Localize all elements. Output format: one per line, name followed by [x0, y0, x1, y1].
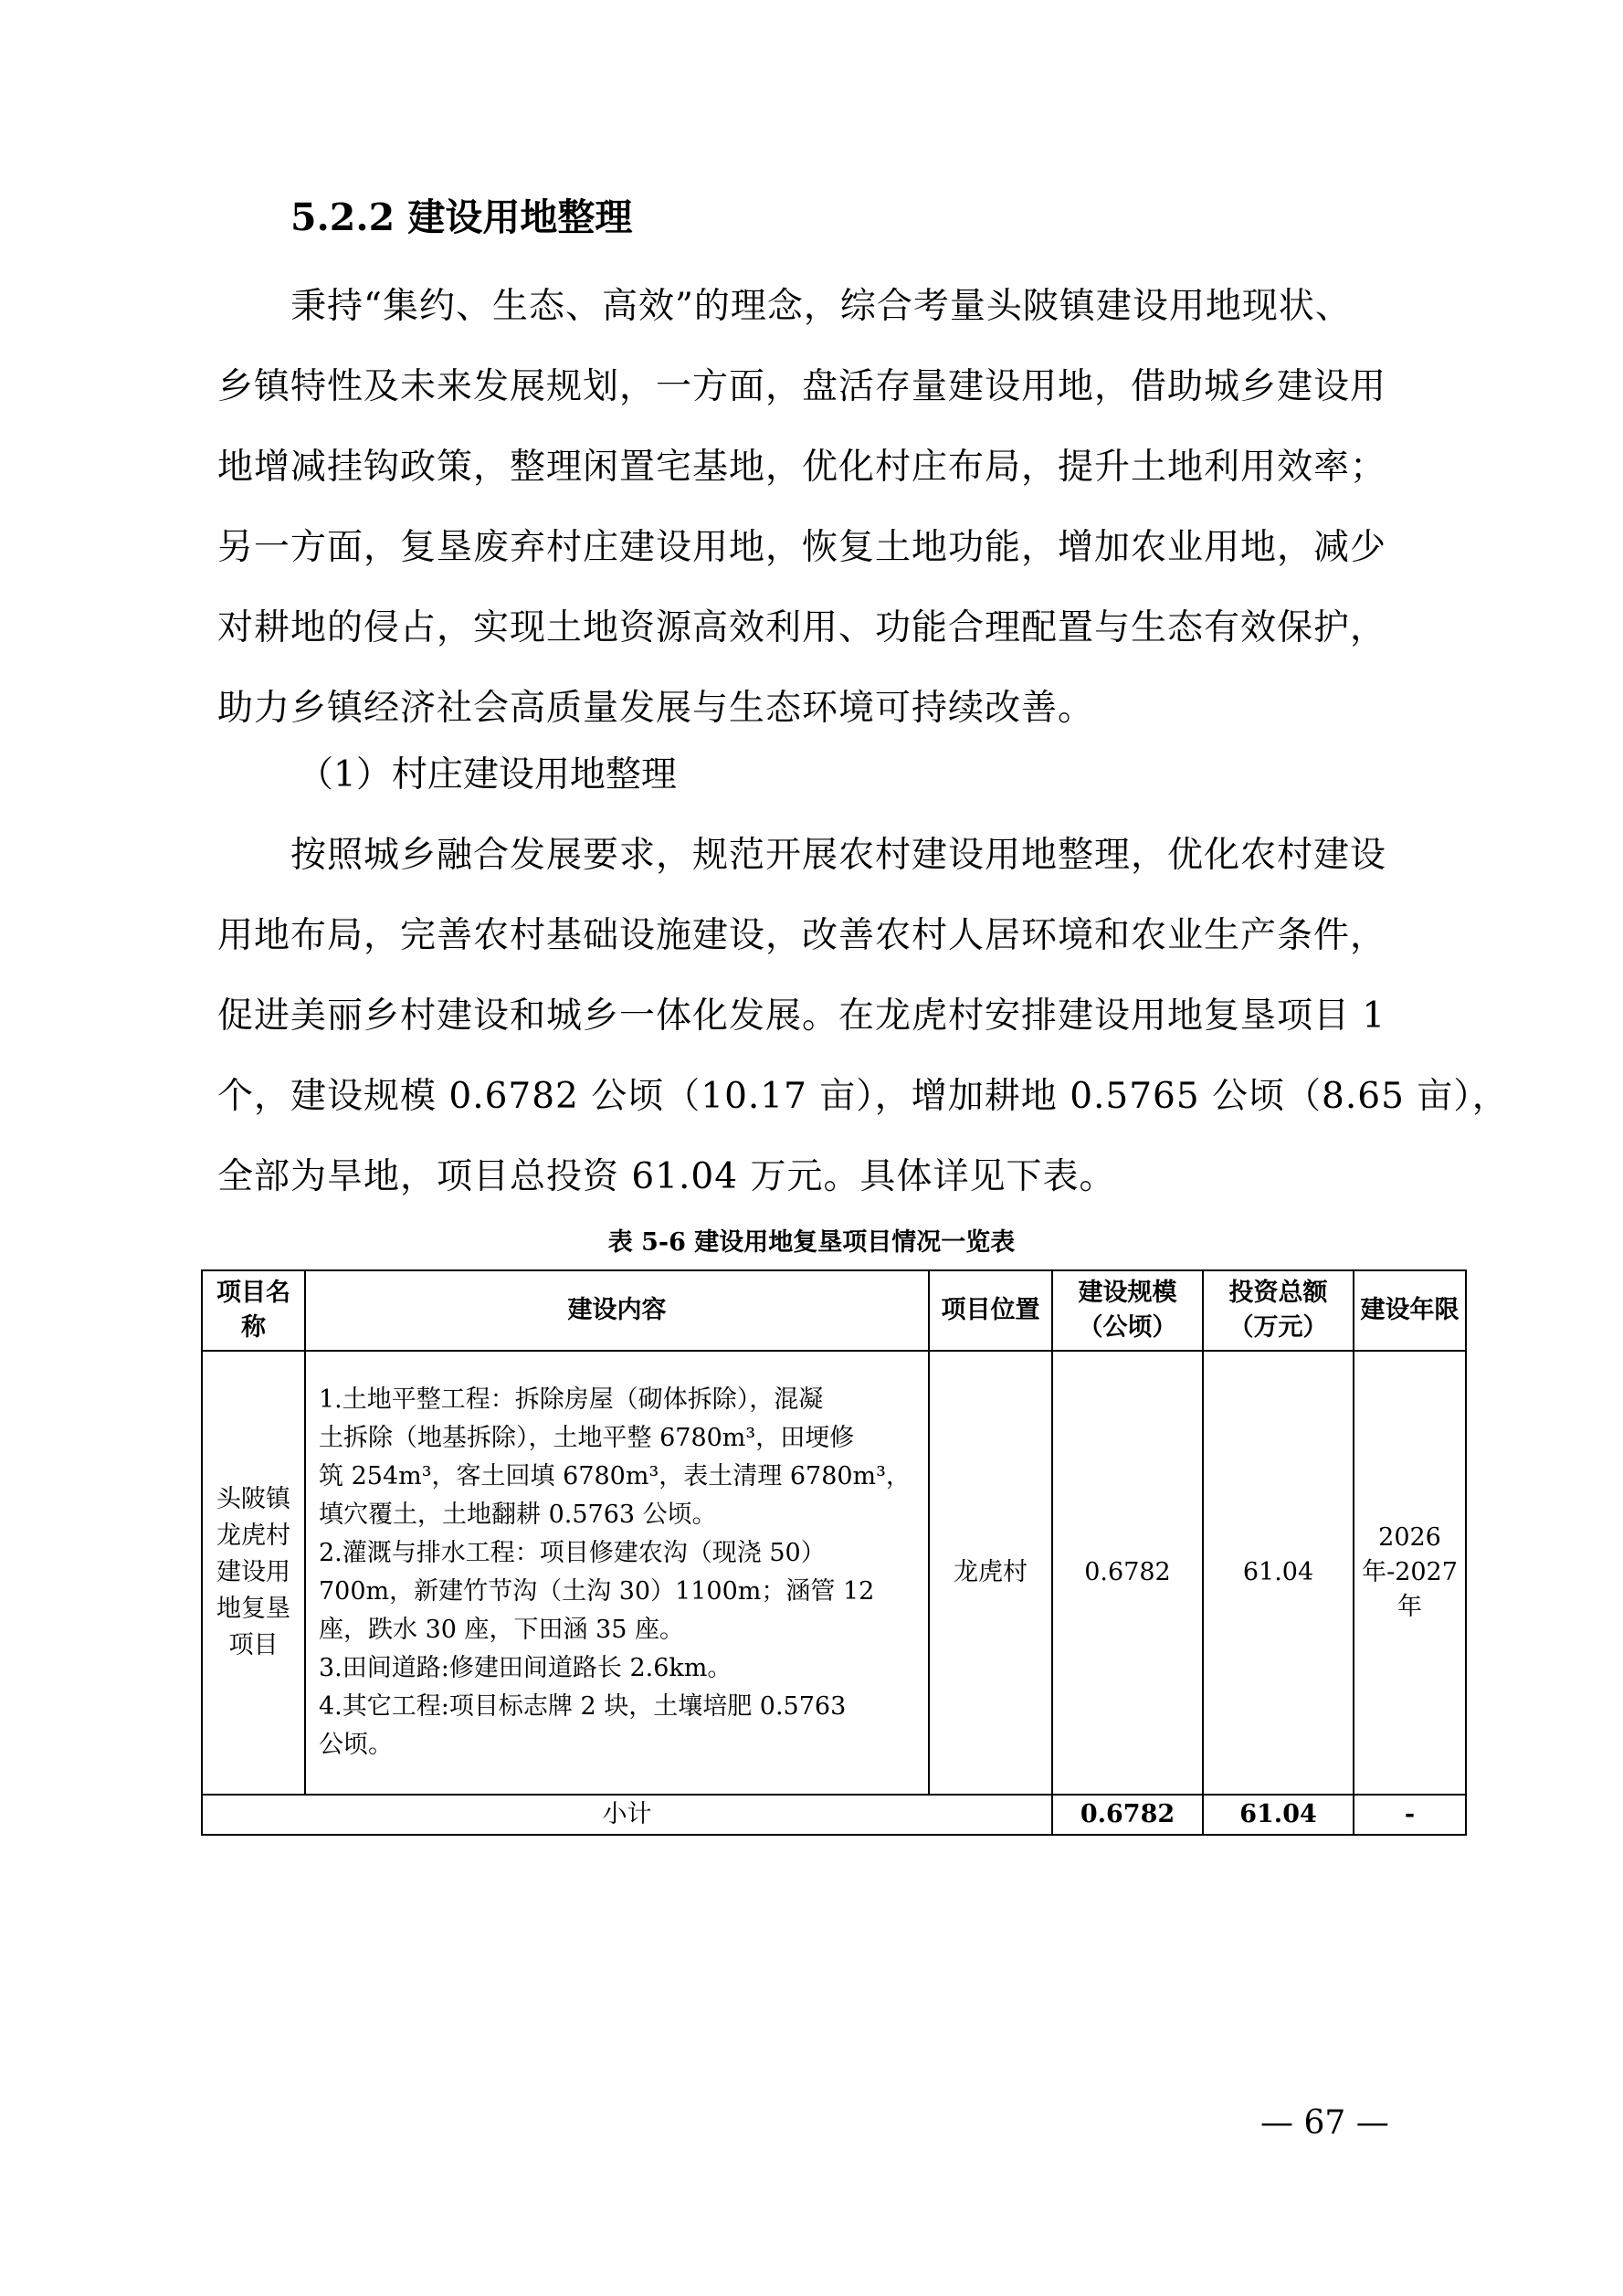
content-line: 座，跌水 30 座，下田涵 35 座。 — [319, 1616, 685, 1644]
cell-location: 龙虎村 — [929, 1351, 1052, 1795]
cell-period: 2026年-2027年 — [1354, 1351, 1466, 1795]
content-line: 土拆除（地基拆除），土地平整 6780m³，田埂修 — [319, 1424, 855, 1452]
paragraph-land-consolidation — [217, 267, 1414, 749]
paragraph-line: 对耕地的侵占，实现土地资源高效利用、功能合理配置与生态有效保护， — [217, 607, 1387, 648]
paragraph-line: 个，建设规模 0.6782 公顷（10.17 亩），增加耕地 0.5765 公顷（8.65 亩）， — [217, 1076, 1509, 1117]
subtotal-period: - — [1354, 1795, 1466, 1835]
content-line: 1.土地平整工程：拆除房屋（砌体拆除），混凝 — [319, 1385, 824, 1414]
paragraph-line: 秉持“集约、生态、高效”的理念，综合考量头陂镇建设用地现状、 — [290, 286, 1352, 327]
content-line: 填穴覆土，土地翻耕 0.5763 公顷。 — [319, 1501, 717, 1529]
paragraph-line: 另一方面，复垦废弃村庄建设用地，恢复土地功能，增加农业用地，减少 — [217, 527, 1387, 568]
subtotal-label: 小计 — [202, 1795, 1052, 1835]
paragraph-line: 促进美丽乡村建设和城乡一体化发展。在龙虎村安排建设用地复垦项目 1 — [217, 995, 1386, 1037]
subsection-heading: （1）村庄建设用地整理 — [298, 754, 677, 795]
cell-content — [305, 1351, 929, 1795]
paragraph-line: 按照城乡融合发展要求，规范开展农村建设用地整理，优化农村建设 — [290, 835, 1387, 876]
cell-scale: 0.6782 — [1052, 1351, 1203, 1795]
header-scale: 建设规模（公顷） — [1052, 1270, 1203, 1351]
table-header-row — [202, 1270, 1466, 1351]
project-table — [201, 1269, 1467, 1836]
paragraph-line: 乡镇特性及未来发展规划，一方面，盘活存量建设用地，借助城乡建设用 — [217, 366, 1387, 407]
content-line: 公顷。 — [319, 1731, 393, 1759]
paragraph-line: 用地布局，完善农村基础设施建设，改善农村人居环境和农业生产条件， — [217, 915, 1387, 956]
paragraph-line: 助力乡镇经济社会高质量发展与生态环境可持续改善。 — [217, 688, 1095, 729]
paragraph-line: 地增减挂钩政策，整理闲置宅基地，优化村庄布局，提升土地利用效率； — [217, 447, 1387, 488]
header-period: 建设年限 — [1354, 1270, 1466, 1351]
content-line: 4.其它工程:项目标志牌 2 块，土壤培肥 0.5763 — [319, 1692, 847, 1721]
subtotal-scale: 0.6782 — [1052, 1795, 1203, 1835]
table-caption: 表 5-6 建设用地复垦项目情况一览表 — [607, 1228, 1016, 1257]
cell-investment: 61.04 — [1203, 1351, 1354, 1795]
section-heading: 5.2.2 建设用地整理 — [290, 195, 633, 239]
header-investment: 投资总额（万元） — [1203, 1270, 1354, 1351]
page-number: — 67 — — [1260, 2104, 1389, 2142]
header-name: 项目名称 — [202, 1270, 305, 1351]
content-line: 700m，新建竹节沟（土沟 30）1100m；涵管 12 — [319, 1577, 875, 1606]
paragraph-line: 全部为旱地，项目总投资 61.04 万元。具体详见下表。 — [217, 1156, 1116, 1197]
table-subtotal-row — [202, 1795, 1466, 1835]
paragraph-village-land — [217, 816, 1509, 1217]
content-line: 3.田间道路:修建田间道路长 2.6km。 — [319, 1654, 732, 1682]
subtotal-investment: 61.04 — [1203, 1795, 1354, 1835]
content-line: 2.灌溉与排水工程：项目修建农沟（现浇 50） — [319, 1539, 826, 1567]
cell-project-name: 头陂镇龙虎村建设用地复垦项目 — [202, 1351, 305, 1795]
table-row — [202, 1351, 1466, 1795]
content-line: 筑 254m³，客土回填 6780m³，表土清理 6780m³， — [319, 1462, 911, 1490]
header-location: 项目位置 — [929, 1270, 1052, 1351]
header-content: 建设内容 — [305, 1270, 929, 1351]
